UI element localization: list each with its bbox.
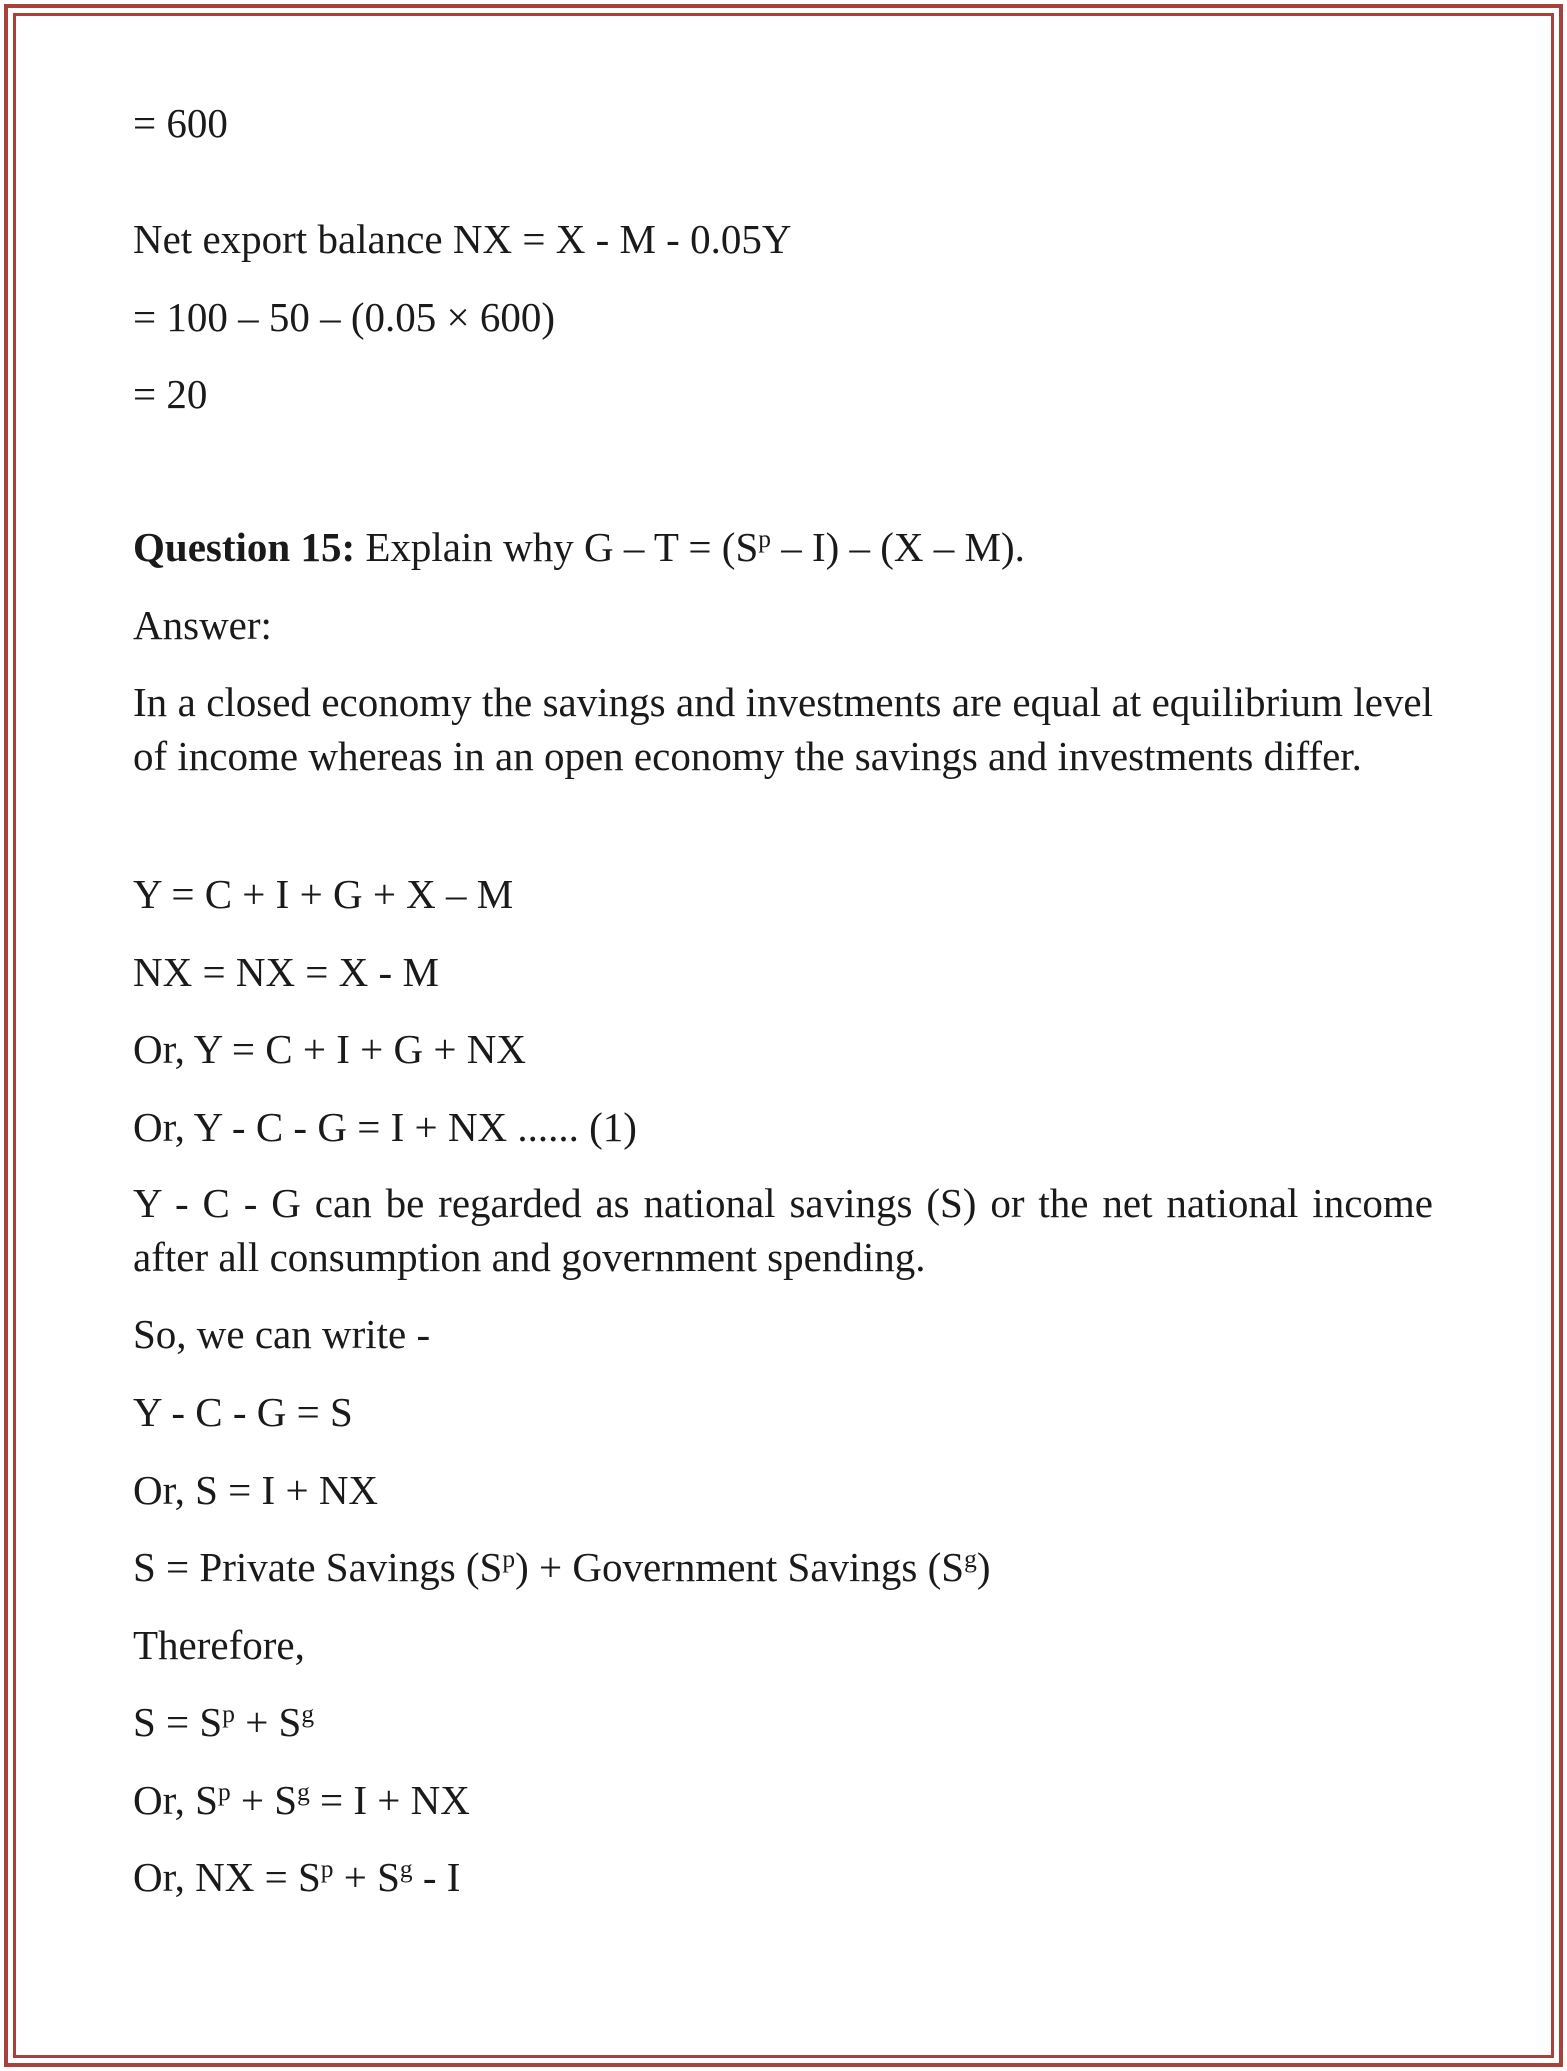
calc-line-2: Net export balance NX = X - M - 0.05Y [133,216,792,262]
question-label: Question 15: [133,524,356,570]
equation-10 [133,1699,315,1745]
eq11-sup-p: p [217,1778,231,1807]
eq10-part-a: S = S [133,1699,223,1745]
eq10-sup-g: g [301,1700,315,1729]
question-text-b: – I) – (X – M). [770,524,1025,570]
equation-2: NX = NX = X - M [133,949,439,995]
eq12-sup-p: p [320,1855,334,1884]
eq12-part-c: - I [412,1854,461,1900]
eq8-sup-g: g [964,1545,977,1574]
answer-paragraph-1: In a closed economy the savings and investments are equal at equilibrium level of income whereas in an open economy the savings and investments differ. [133,679,1433,779]
equation-4: Or, Y - C - G = I + NX ...... (1) [133,1104,637,1150]
calc-line-4: = 20 [133,371,208,417]
equation-3: Or, Y = C + I + G + NX [133,1026,527,1072]
eq12-part-b: + S [333,1854,400,1900]
equation-6: Y - C - G = S [133,1389,353,1435]
eq8-part-a: S = Private Savings (S [133,1544,503,1590]
calc-line-3: = 100 – 50 – (0.05 × 600) [133,294,556,340]
eq12-part-a: Or, NX = S [133,1854,321,1900]
eq11-part-c: = I + NX [309,1777,470,1823]
answer-paragraph-2: Y - C - G can be regarded as national savings (S) or the net national income after all consumption and government spending. [133,1180,1433,1280]
eq12-sup-g: g [399,1855,413,1884]
equation-9: Therefore, [133,1622,305,1668]
equation-1: Y = C + I + G + X – M [133,871,514,917]
equation-12 [133,1854,461,1900]
calc-line-1: = 600 [133,100,228,146]
equation-8 [133,1544,991,1590]
eq8-part-b: ) + Government Savings (S [515,1544,965,1590]
eq8-sup-p: p [502,1545,516,1574]
eq11-part-a: Or, S [133,1777,218,1823]
eq8-part-c: ) [976,1544,991,1590]
equation-11 [133,1777,470,1823]
question-text-a: Explain why G – T = (S [355,524,759,570]
eq10-part-b: + S [234,1699,302,1745]
equation-7: Or, S = I + NX [133,1467,379,1513]
eq11-part-b: + S [230,1777,298,1823]
question-sup: p [758,525,771,554]
equation-5: So, we can write - [133,1311,431,1357]
answer-label: Answer: [133,602,272,648]
question-15 [133,524,1025,570]
eq11-sup-g: g [297,1778,310,1807]
eq10-sup-p: p [222,1700,235,1729]
